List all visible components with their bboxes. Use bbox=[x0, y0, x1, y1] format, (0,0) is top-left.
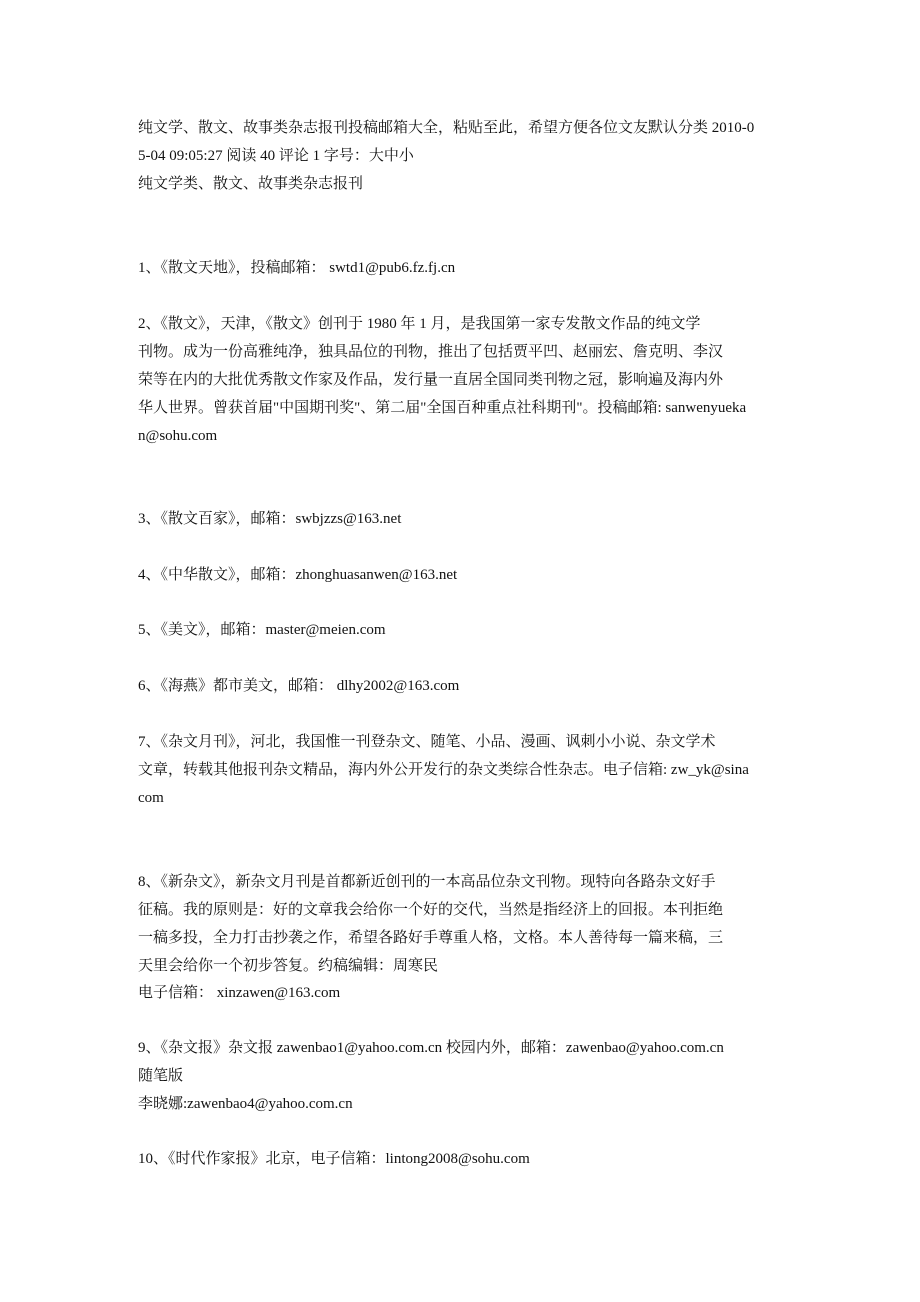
entry-line: 4、《中华散文》，邮箱：zhonghuasanwen@163.net bbox=[138, 567, 458, 583]
entry-line: 刊物。成为一份高雅纯净，独具品位的刊物，推出了包括贾平凹、赵丽宏、詹克明、李汉 bbox=[138, 344, 724, 360]
article-subtitle: 纯文学类、散文、故事类杂志报刊 bbox=[138, 176, 364, 192]
entry-line: com bbox=[138, 790, 164, 806]
entry-line: 3、《散文百家》，邮箱：swbjzzs@163.net bbox=[138, 511, 402, 527]
entry-line: n@sohu.com bbox=[138, 428, 218, 444]
entry-line: 8、《新杂文》，新杂文月刊是首都新近创刊的一本高品位杂文刊物。现特向各路杂文好手 bbox=[138, 874, 716, 890]
entry-line: 文章，转载其他报刊杂文精品，海内外公开发行的杂文类综合性杂志。电子信箱: zw_yk@sina bbox=[138, 762, 749, 778]
entry-line: 荣等在内的大批优秀散文作家及作品，发行量一直居全国同类刊物之冠，影响遍及海内外 bbox=[138, 372, 724, 388]
entry-line: 随笔版 bbox=[138, 1068, 184, 1084]
entry-line: 2、《散文》，天津，《散文》创刊于 1980 年 1 月，是我国第一家专发散文作品的纯文学 bbox=[138, 316, 701, 332]
entry-line: 李晓娜:zawenbao4@yahoo.com.cn bbox=[138, 1096, 353, 1112]
entry-line: 电子信箱： xinzawen@163.com bbox=[138, 985, 341, 1001]
entry-line: 征稿。我的原则是：好的文章我会给你一个好的交代，当然是指经济上的回报。本刊拒绝 bbox=[138, 902, 724, 918]
article-title: 纯文学、散文、故事类杂志报刊投稿邮箱大全，粘贴至此，希望方便各位文友默认分类 2010-0 bbox=[138, 120, 755, 136]
entry-line: 9、《杂文报》杂文报 zawenbao1@yahoo.com.cn 校园内外，邮箱：zawenbao@yahoo.com.cn bbox=[138, 1040, 724, 1056]
entry-line: 天里会给你一个初步答复。约稿编辑：周寒民 bbox=[138, 958, 439, 974]
entry-line: 华人世界。曾获首届"中国期刊奖"、第二届"全国百种重点社科期刊"。投稿邮箱: sanwenyueka bbox=[138, 400, 747, 416]
entry-line: 1、《散文天地》，投稿邮箱： swtd1@pub6.fz.fj.cn bbox=[138, 260, 456, 276]
entry-line: 6、《海燕》都市美文，邮箱： dlhy2002@163.com bbox=[138, 678, 460, 694]
entry-line: 5、《美文》，邮箱：master@meien.com bbox=[138, 622, 386, 638]
article-meta: 5-04 09:05:27 阅读 40 评论 1 字号：大中小 bbox=[138, 148, 414, 164]
entry-line: 10、《时代作家报》北京，电子信箱：lintong2008@sohu.com bbox=[138, 1151, 530, 1167]
entry-line: 7、《杂文月刊》，河北，我国惟一刊登杂文、随笔、小品、漫画、讽刺小小说、杂文学术 bbox=[138, 734, 716, 750]
entry-line: 一稿多投，全力打击抄袭之作，希望各路好手尊重人格，文格。本人善待每一篇来稿，三 bbox=[138, 930, 724, 946]
